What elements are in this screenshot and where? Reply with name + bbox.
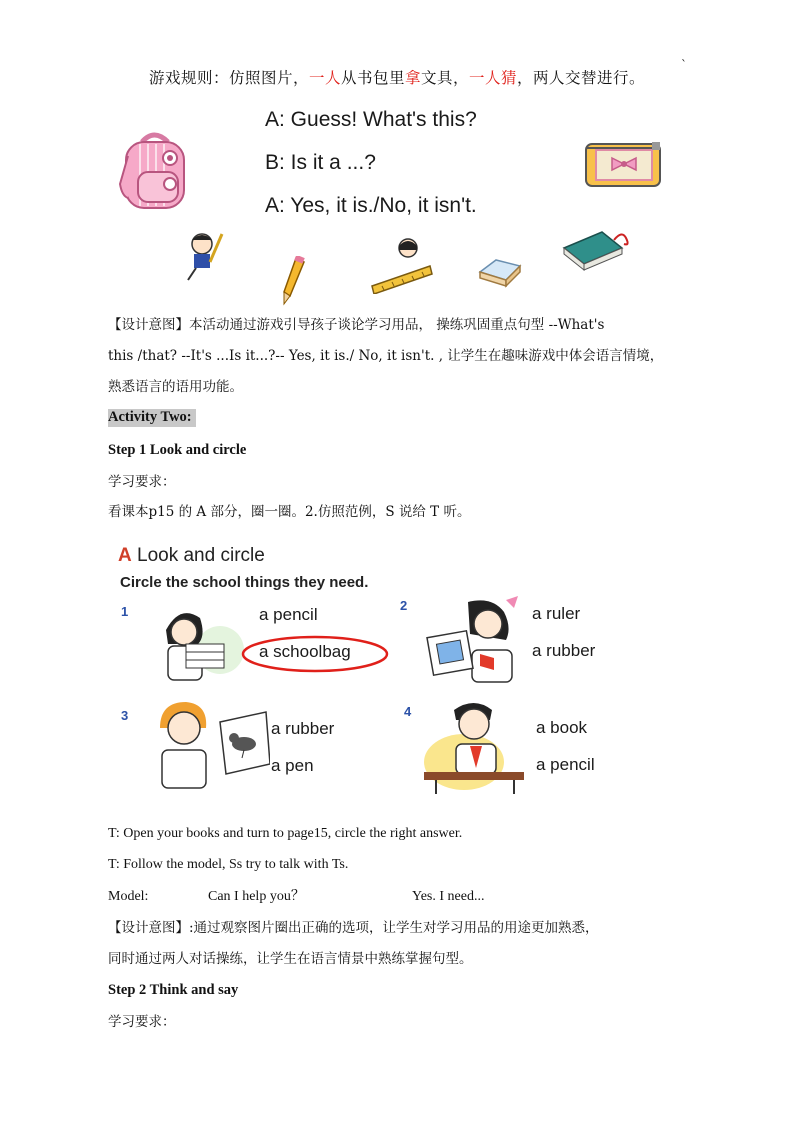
design-intent-2: [108, 918, 708, 969]
intent-line: 【设计意图】:通过观察图片圈出正确的选项，让学生对学习用品的用途更加熟悉，: [108, 920, 599, 936]
step2-title: Step 2 Think and say: [108, 982, 239, 998]
item-number: 3: [121, 708, 129, 723]
item-number: 1: [121, 604, 129, 619]
dialogue-line-1: A: Guess! What's this?: [265, 108, 477, 131]
boy-writing-icon: [180, 228, 226, 282]
model-question: Can I help you？: [208, 889, 305, 904]
teacher-line-2: T: Follow the model, Ss try to talk with Ts.: [108, 857, 349, 872]
option-a: a rubber: [271, 719, 335, 738]
girl-with-ruler-illustration: [422, 594, 526, 686]
option-b: a pencil: [536, 755, 595, 774]
heading-text: Look and circle: [137, 545, 265, 566]
book-icon: [560, 226, 634, 272]
rule-highlight: 拿: [404, 69, 421, 87]
rule-text: 游戏规则：仿照图片，: [148, 69, 309, 87]
rule-text: 文具，: [421, 69, 470, 87]
intent-line: this /that? --It's ...Is it...?-- Yes, it is./ No, it isn't. , 让学生在趣味游戏中体会语言情境，: [108, 348, 664, 364]
game-rule: [0, 66, 794, 88]
option-a: a pencil: [259, 605, 318, 624]
rule-highlight: 一人: [308, 69, 341, 87]
step2-req-label: 学习要求：: [108, 1014, 176, 1030]
option-b: a pen: [271, 756, 314, 775]
heading-letter: A: [118, 545, 132, 566]
step1-req-text: 看课本p15 的 A 部分，圈一圈。2.仿照范例，S 说给 T 听。: [108, 504, 471, 520]
rule-highlight: 一人猜: [469, 69, 518, 87]
stray-mark: `: [681, 58, 687, 72]
boy-at-desk-illustration: [420, 696, 530, 796]
schoolbag-icon: [112, 126, 196, 212]
option-b: a schoolbag: [259, 642, 351, 661]
textbook-instruction: Circle the school things they need.: [120, 574, 369, 591]
textbook-heading: [118, 545, 265, 567]
step1-title: Step 1 Look and circle: [108, 442, 247, 458]
item-number: 2: [400, 598, 408, 613]
model-label: Model:: [108, 889, 149, 904]
model-answer: Yes. I need...: [412, 889, 485, 904]
dialogue-line-3: A: Yes, it is./No, it isn't.: [265, 194, 477, 217]
option-a: a book: [536, 718, 588, 737]
pencil-icon: [278, 256, 306, 306]
intent-line: 熟悉语言的语用功能。: [108, 379, 243, 395]
rule-text: ，两人交替进行。: [517, 69, 646, 87]
design-intent-1: [108, 315, 708, 397]
dialogue-line-2: B: Is it a ...?: [265, 151, 376, 174]
activity-label: Activity Two:: [108, 409, 196, 427]
boy-with-bird-picture-illustration: [150, 698, 270, 794]
eraser-icon: [476, 254, 524, 288]
intent-line: 【设计意图】本活动通过游戏引导孩子谈论学习用品， 操练巩固重点句型 --What's: [108, 317, 605, 333]
step1-req-label: 学习要求：: [108, 474, 176, 490]
rule-text: 从书包里: [340, 69, 405, 87]
girl-with-books-illustration: [150, 600, 246, 684]
intent-line: 同时通过两人对话操练，让学生在语言情景中熟练掌握句型。: [108, 951, 473, 967]
pencil-case-icon: [582, 136, 666, 190]
option-b: a rubber: [532, 641, 596, 660]
girl-with-ruler-icon: [370, 236, 434, 294]
item-number: 4: [404, 704, 412, 719]
option-a: a ruler: [532, 604, 581, 623]
teacher-line-1: T: Open your books and turn to page15, circle the right answer.: [108, 826, 463, 841]
